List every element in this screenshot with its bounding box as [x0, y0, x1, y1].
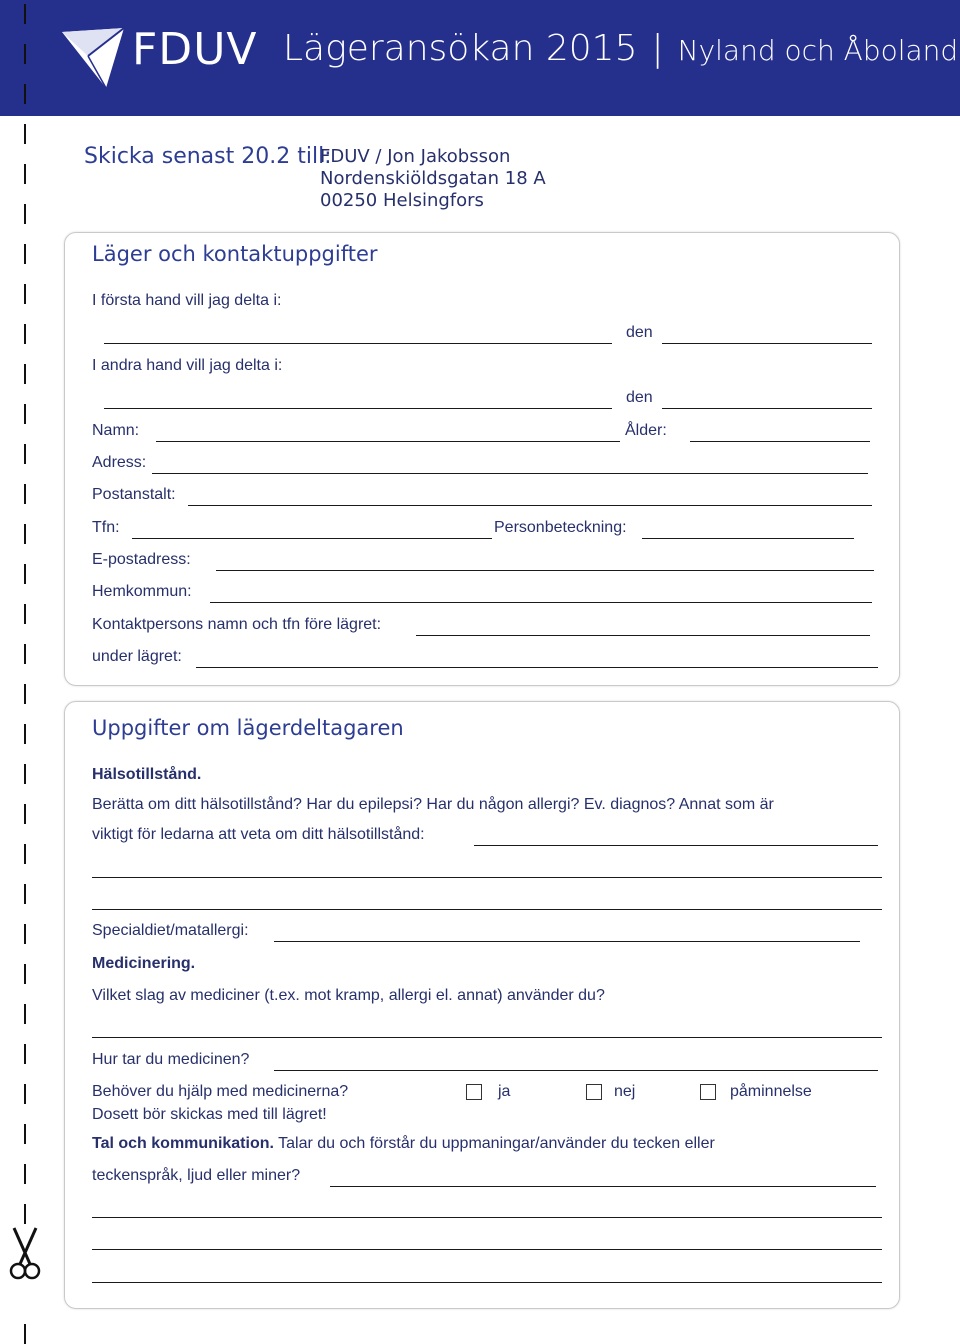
communication-field-2[interactable]: [92, 1217, 882, 1218]
address-line: 00250 Helsingfors: [320, 190, 484, 211]
den-label: den: [626, 324, 653, 341]
cut-line-segment: [24, 124, 26, 144]
cut-line-segment: [24, 324, 26, 344]
health-extra-line: [92, 858, 882, 880]
health-question-row: [92, 796, 882, 818]
communication-heading: Tal och kommunikation.: [92, 1135, 274, 1152]
cut-line-segment: [24, 1124, 26, 1144]
cut-line-segment: [24, 1084, 26, 1104]
communication-row-2: [92, 1167, 882, 1189]
medication-how-row: [92, 1051, 882, 1073]
postal-label: Postanstalt:: [92, 486, 176, 503]
participant-section-title: Uppgifter om lägerdeltagaren: [92, 716, 404, 740]
reminder-checkbox[interactable]: [700, 1084, 716, 1100]
contact-before-label: Kontaktpersons namn och tfn före lägret:: [92, 616, 382, 633]
medication-question-row: [92, 987, 882, 1009]
cut-line-segment: [24, 644, 26, 664]
phone-id-row: [92, 519, 882, 541]
age-field[interactable]: [690, 441, 870, 442]
health-field[interactable]: [474, 845, 878, 846]
email-row: [92, 551, 882, 573]
communication-field[interactable]: [330, 1186, 876, 1187]
communication-row: [92, 1135, 882, 1157]
medication-how-label: Hur tar du medicinen?: [92, 1051, 250, 1068]
contact-during-field[interactable]: [196, 667, 878, 668]
header-band: [0, 0, 960, 116]
diet-field[interactable]: [274, 941, 860, 942]
second-choice-camp-field[interactable]: [104, 408, 612, 409]
medication-help-label: Behöver du hjälp med medicinerna?: [92, 1083, 349, 1100]
communication-question-2: teckenspråk, ljud eller miner?: [92, 1167, 301, 1184]
contact-before-row: [92, 616, 882, 638]
cut-line-segment: [24, 604, 26, 624]
communication-text: [92, 1135, 715, 1153]
reminder-label: påminnelse: [730, 1083, 812, 1100]
municipality-field[interactable]: [210, 602, 872, 603]
cut-line-segment: [24, 44, 26, 64]
cut-line-segment: [24, 764, 26, 784]
diet-row: [92, 922, 882, 944]
name-label: Namn:: [92, 422, 140, 439]
cut-line-segment: [24, 164, 26, 184]
yes-checkbox[interactable]: [466, 1084, 482, 1100]
paper-plane-logo-icon: [60, 26, 126, 97]
health-heading-row: [92, 766, 882, 788]
medication-how-field[interactable]: [274, 1070, 878, 1071]
medication-heading: Medicinering.: [92, 955, 196, 972]
cut-line-segment: [24, 1164, 26, 1184]
den-label: den: [626, 389, 653, 406]
cut-line-segment: [24, 564, 26, 584]
cut-line-segment: [24, 204, 26, 224]
no-checkbox[interactable]: [586, 1084, 602, 1100]
personal-id-label: Personbeteckning:: [494, 519, 627, 536]
title-separator: |: [651, 28, 664, 69]
cut-line-segment: [24, 524, 26, 544]
health-field-2[interactable]: [92, 877, 882, 878]
medication-field[interactable]: [92, 1037, 882, 1038]
cut-line-segment: [24, 1044, 26, 1064]
email-label: E-postadress:: [92, 551, 191, 568]
contact-section-title: Läger och kontaktuppgifter: [92, 242, 378, 266]
communication-extra-line: [92, 1263, 882, 1285]
health-question-2: viktigt för ledarna att veta om ditt hälsotillstånd:: [92, 826, 425, 843]
age-label: Ålder:: [625, 422, 667, 439]
name-field[interactable]: [156, 441, 620, 442]
cut-line-segment: [24, 364, 26, 384]
cut-line-segment: [24, 1204, 26, 1224]
phone-field[interactable]: [132, 538, 492, 539]
no-label: nej: [614, 1083, 636, 1100]
dosett-row: [92, 1106, 882, 1128]
medication-heading-row: [92, 955, 882, 977]
address-field[interactable]: [152, 473, 868, 474]
first-choice-label: I första hand vill jag delta i:: [92, 292, 282, 309]
health-extra-line: [92, 890, 882, 912]
address-row: [92, 454, 882, 476]
postal-row: [92, 486, 882, 508]
first-choice-row: [92, 292, 882, 314]
logo-text: FDUV: [132, 24, 258, 75]
second-choice-label: I andra hand vill jag delta i:: [92, 357, 283, 374]
name-age-row: [92, 422, 882, 444]
cut-line-segment: [24, 684, 26, 704]
cut-line-segment: [24, 884, 26, 904]
cut-line-segment: [24, 844, 26, 864]
first-choice-date-field[interactable]: [662, 343, 872, 344]
dosett-note: Dosett bör skickas med till lägret!: [92, 1106, 327, 1123]
contact-during-label: under lägret:: [92, 648, 182, 665]
personal-id-field[interactable]: [642, 538, 854, 539]
cut-line-segment: [24, 924, 26, 944]
municipality-row: [92, 583, 882, 605]
diet-label: Specialdiet/matallergi:: [92, 922, 249, 939]
cut-line-segment: [24, 804, 26, 824]
communication-extra-line: [92, 1198, 882, 1220]
health-field-3[interactable]: [92, 909, 882, 910]
scissors-icon: [8, 1226, 42, 1287]
cut-line-segment: [24, 84, 26, 104]
second-choice-row: [92, 357, 882, 379]
communication-field-4[interactable]: [92, 1282, 882, 1283]
email-field[interactable]: [216, 570, 874, 571]
cut-line-segment: [24, 444, 26, 464]
communication-field-3[interactable]: [92, 1249, 882, 1250]
send-deadline-label: Skicka senast 20.2 till:: [84, 144, 332, 169]
cut-line-segment: [24, 484, 26, 504]
health-question-row-2: [92, 826, 882, 848]
postal-field[interactable]: [188, 505, 872, 506]
contact-before-field[interactable]: [416, 635, 870, 636]
cut-line-segment: [24, 404, 26, 424]
communication-extra-line: [92, 1230, 882, 1252]
address-label: Adress:: [92, 454, 147, 471]
health-question-1: Berätta om ditt hälsotillstånd? Har du epilepsi? Har du någon allergi? Ev. diagnos? Annat som är: [92, 796, 774, 813]
page-title: [283, 28, 958, 69]
second-choice-date-field[interactable]: [662, 408, 872, 409]
address-line: FDUV / Jon Jakobsson: [320, 146, 511, 167]
cut-line-segment: [24, 724, 26, 744]
cut-line-segment: [24, 1004, 26, 1024]
second-choice-fields: [92, 389, 882, 411]
medication-help-row: [92, 1083, 882, 1105]
cut-line: [24, 0, 26, 1344]
medication-question: Vilket slag av mediciner (t.ex. mot kramp, allergi el. annat) använder du?: [92, 987, 605, 1004]
medication-extra-line: [92, 1018, 882, 1040]
address-line: Nordenskiöldsgatan 18 A: [320, 168, 546, 189]
title-main: Lägeransökan 2015: [283, 28, 638, 69]
health-heading: Hälsotillstånd.: [92, 766, 202, 783]
cut-line-segment: [24, 964, 26, 984]
cut-line-segment: [24, 244, 26, 264]
phone-label: Tfn:: [92, 519, 120, 536]
cut-line-segment: [24, 284, 26, 304]
title-region: Nyland och Åboland: [677, 34, 959, 67]
municipality-label: Hemkommun:: [92, 583, 192, 600]
yes-label: ja: [498, 1083, 511, 1100]
send-address: [320, 146, 546, 212]
cut-line-segment: [24, 4, 26, 24]
first-choice-fields: [92, 324, 882, 346]
first-choice-camp-field[interactable]: [104, 343, 612, 344]
communication-question-1: Talar du och förstår du uppmaningar/använder du tecken eller: [278, 1135, 715, 1152]
cut-line-segment: [24, 1324, 26, 1344]
contact-during-row: [92, 648, 882, 670]
